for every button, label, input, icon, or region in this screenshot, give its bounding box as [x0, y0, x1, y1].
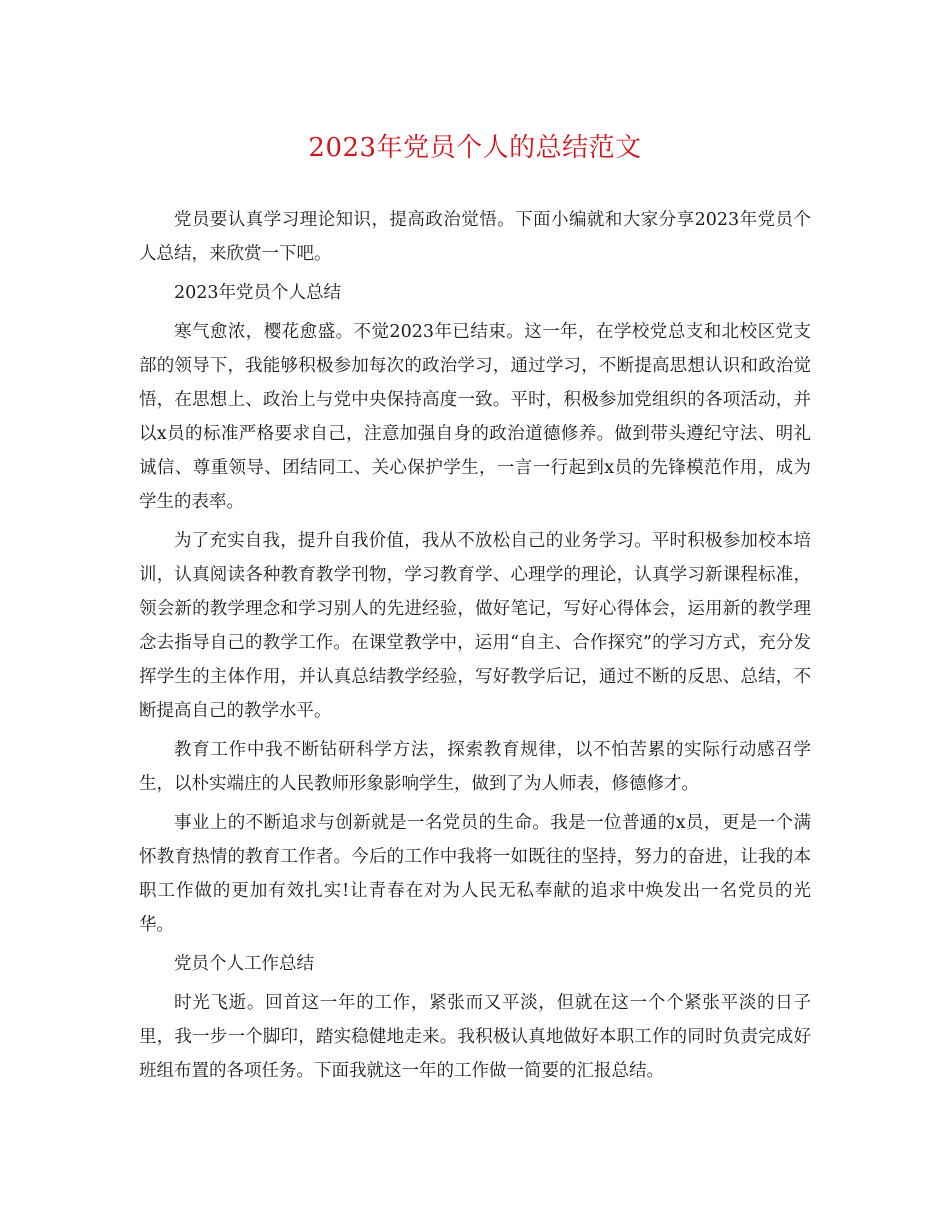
paragraph: 为了充实自我，提升自我价值，我从不放松自己的业务学习。平时积极参加校本培训，认真阅读各种教育教学刊物，学习教育学、心理学的理论，认真学习新课程标准，领会新的教学理念和学习别人的先进经验，做好笔记，写好心得体会，运用新的教学理念去指导自己的教学工作。在课堂教学中，运用“自主、合作探究”的学习方式，充分发挥学生的主体作用，并认真总结教学经验，写好教学后记，通过不断的反思、总结，不断提高自己的教学水平。 — [139, 531, 811, 721]
paragraph: 寒气愈浓，樱花愈盛。不觉2023年已结束。这一年，在学校党总支和北校区党支部的领导下，我能够积极参加每次的政治学习，通过学习，不断提高思想认识和政治觉悟，在思想上、政治上与党中央保持高度一致。平时，积极参加党组织的各项活动，并以x员的标准严格要求自己，注意加强自身的政治道德修养。做到带头遵纪守法、明礼诚信、尊重领导、团结同工、关心保护学生，一言一行起到x员的先锋模范作用，成为学生的表率。 — [139, 322, 811, 512]
paragraph-intro: 党员要认真学习理论知识，提高政治觉悟。下面小编就和大家分享2023年党员个人总结，来欣赏一下吧。 — [139, 210, 811, 264]
section-heading-party-member-summary: 2023年党员个人总结 — [174, 283, 342, 303]
document-body — [139, 203, 811, 1093]
section-heading-work-summary: 党员个人工作总结 — [174, 954, 314, 974]
document-title: 2023年党员个人的总结范文 — [308, 133, 642, 163]
paragraph: 时光飞逝。回首这一年的工作，紧张而又平淡，但就在这一个个紧张平淡的日子里，我一步一个脚印，踏实稳健地走来。我积极认真地做好本职工作的同时负责完成好班组布置的各项任务。下面我就这一年的工作做一简要的汇报总结。 — [139, 993, 811, 1081]
paragraph: 事业上的不断追求与创新就是一名党员的生命。我是一位普通的x员，更是一个满怀教育热情的教育工作者。今后的工作中我将一如既往的坚持，努力的奋进，让我的本职工作做的更加有效扎实!让青春在对为人民无私奉献的追求中焕发出一名党员的光华。 — [139, 813, 811, 935]
paragraph: 教育工作中我不断钻研科学方法，探索教育规律，以不怕苦累的实际行动感召学生，以朴实端庄的人民教师形象影响学生，做到了为人师表，修德修才。 — [139, 740, 811, 794]
